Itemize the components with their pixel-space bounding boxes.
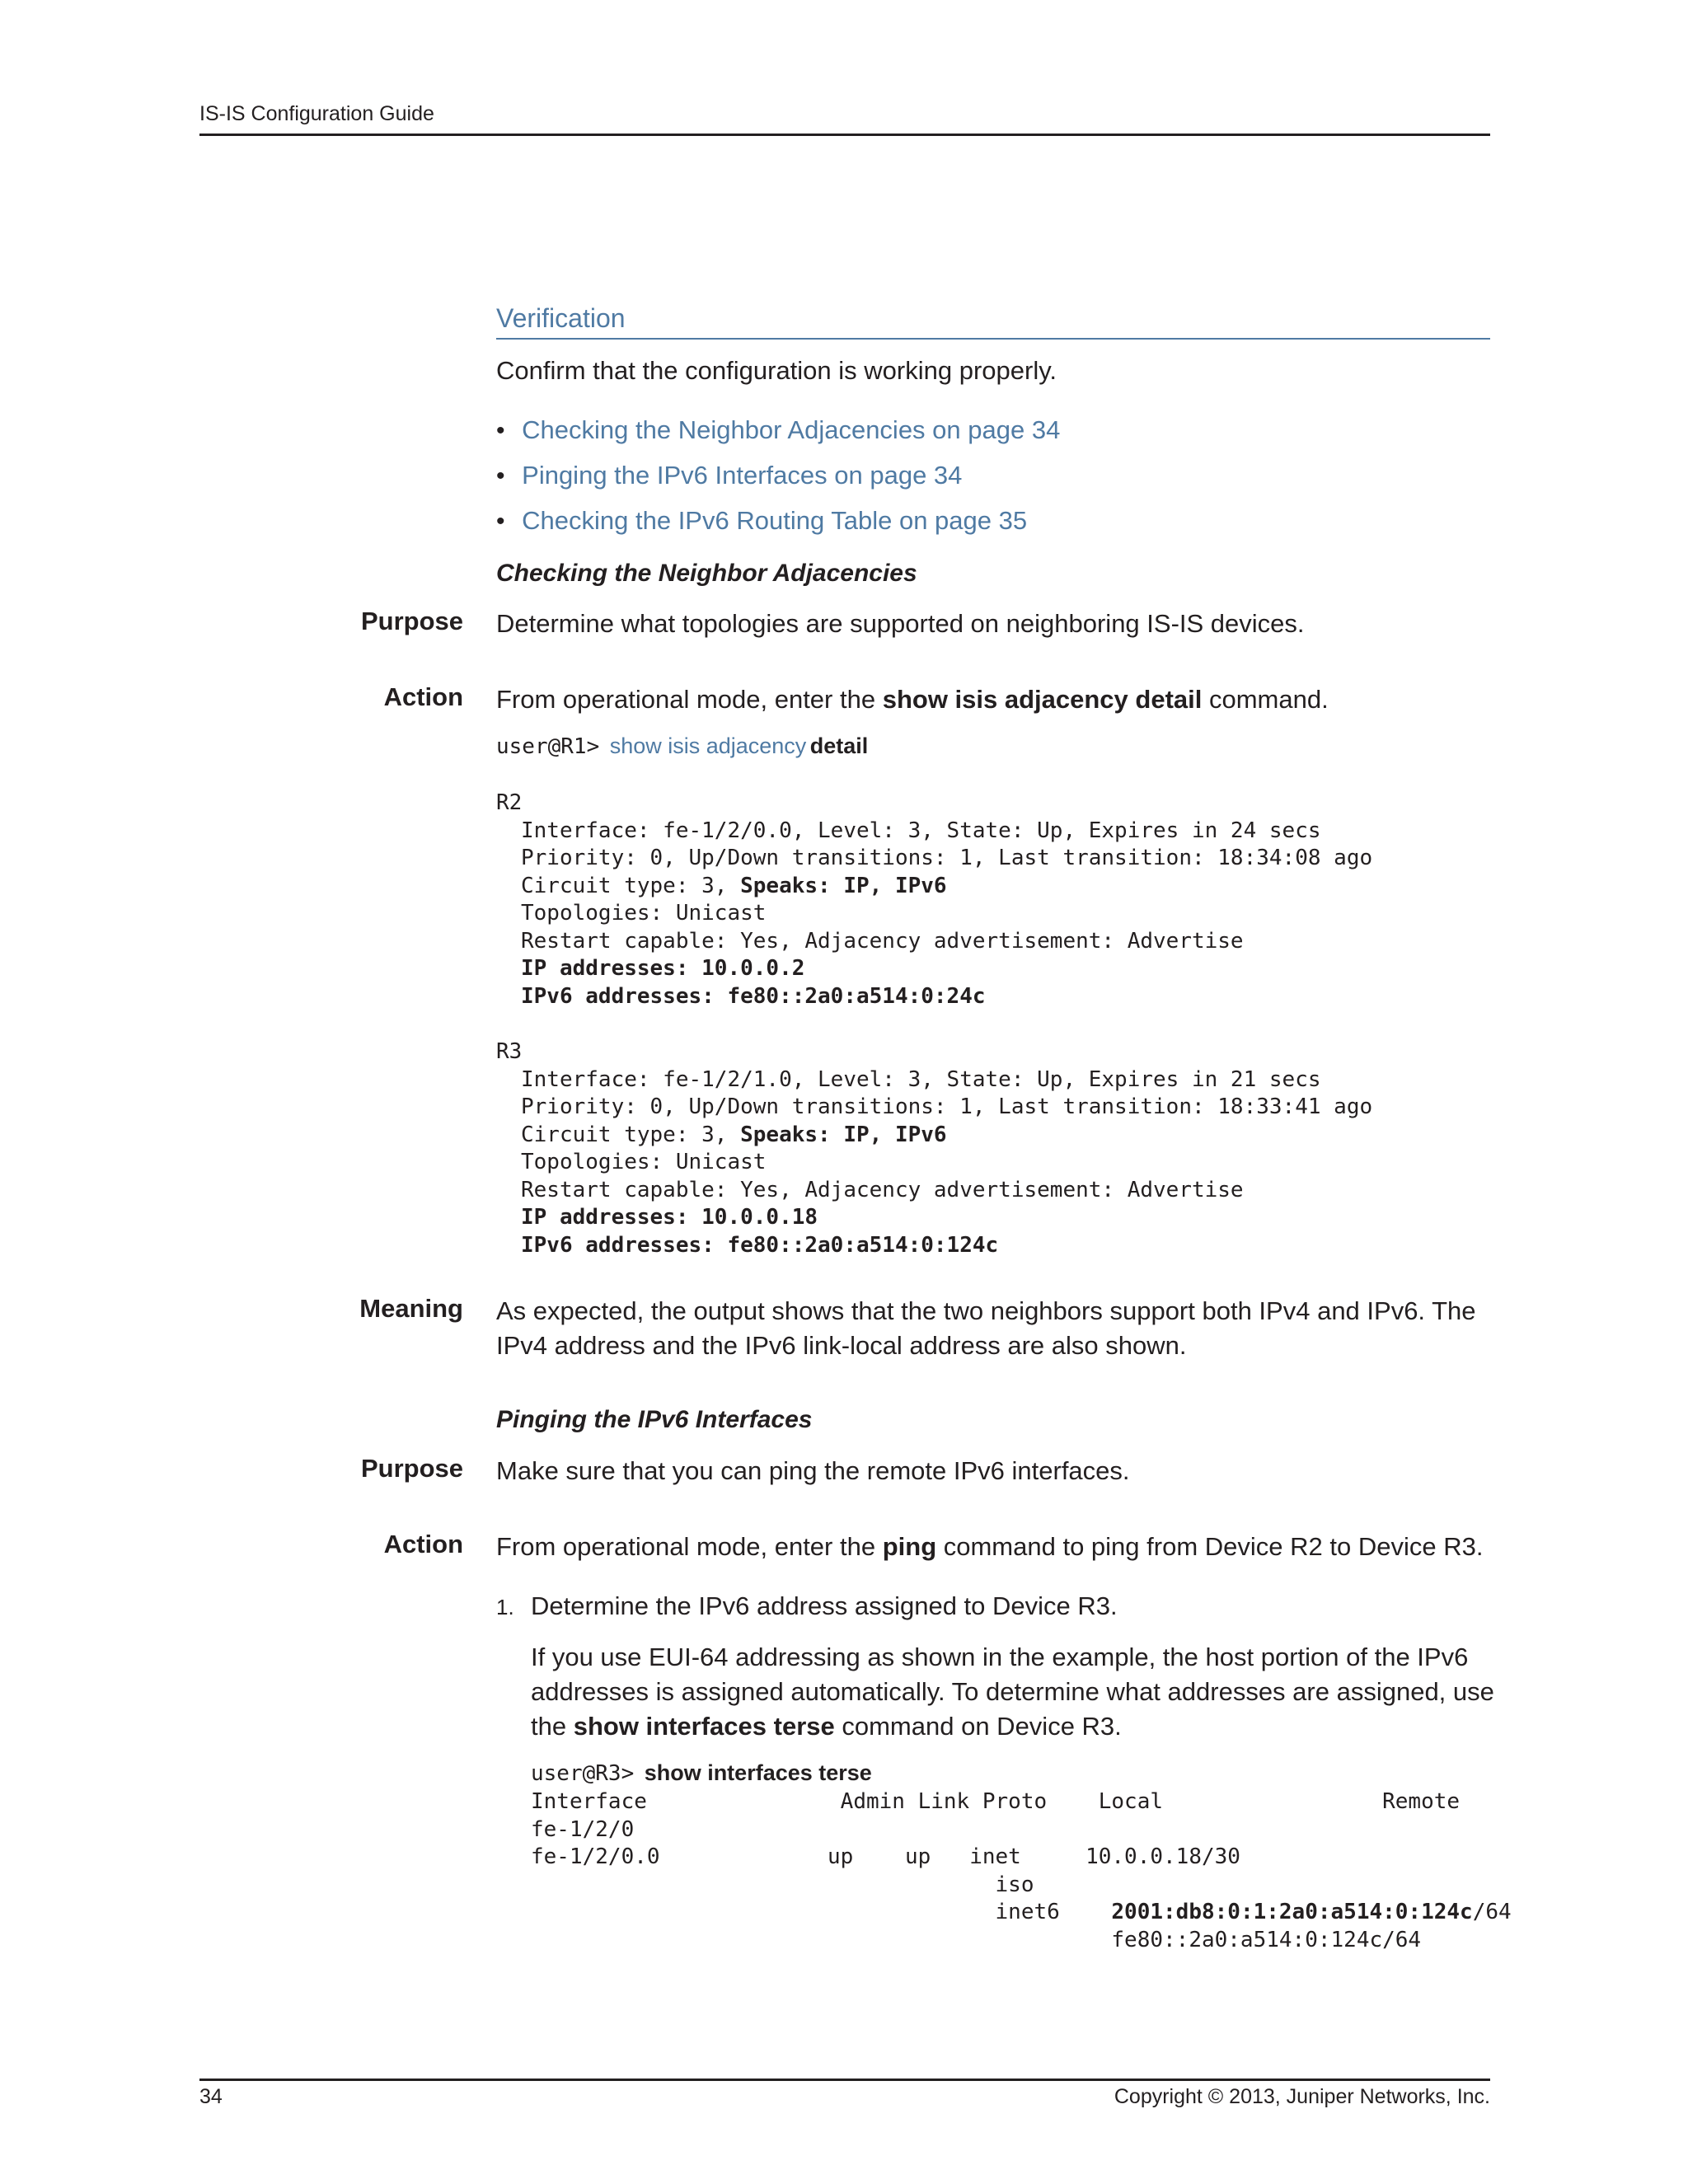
prompt-command-link[interactable]: show isis adjacency [609, 733, 807, 758]
prompt-command-option: detail [809, 733, 869, 758]
step-text: Determine the IPv6 address assigned to Device R3. [531, 1591, 1118, 1620]
cli-output-r3 [496, 1038, 1372, 1259]
interfaces-table [531, 1788, 1512, 1954]
subheading-adjacencies: Checking the Neighbor Adjacencies [496, 560, 917, 587]
command-name: ping [882, 1532, 937, 1561]
purpose-label: Purpose [360, 607, 463, 635]
section-intro: Confirm that the configuration is working properly. [496, 356, 1057, 385]
cli-prompt [496, 733, 868, 762]
output-line: Circuit type: 3, Speaks: IP, IPv6 [521, 873, 947, 898]
toc-item [496, 504, 1027, 539]
step-item [496, 1589, 1118, 1624]
output-line: Interface: fe-1/2/0.0, Level: 3, State: Up, Expires in 24 secs [521, 818, 1321, 843]
output-line: Circuit type: 3, Speaks: IP, IPv6 [521, 1122, 947, 1147]
purpose-text: Determine what topologies are supported on neighboring IS-IS devices. [496, 609, 1305, 638]
table-header: Interface Admin Link Proto Local Remote [531, 1789, 1461, 1814]
page-number: 34 [199, 2085, 223, 2108]
footer-rule [199, 2079, 1490, 2081]
output-line: Topologies: Unicast [521, 1150, 767, 1174]
prompt-text: user@R1> [496, 734, 600, 759]
output-line: Restart capable: Yes, Adjacency advertisement: Advertise [521, 928, 1244, 954]
output-line: Restart capable: Yes, Adjacency advertisement: Advertise [521, 1177, 1244, 1202]
table-row: iso [531, 1872, 1034, 1897]
step-number: 1. [496, 1595, 514, 1619]
prompt-command: show interfaces terse [644, 1760, 872, 1785]
table-row: fe80::2a0:a514:0:124c/64 [531, 1927, 1422, 1952]
toc-link-adjacencies[interactable]: Checking the Neighbor Adjacencies on page 34 [522, 415, 1061, 444]
subheading-ping: Pinging the IPv6 Interfaces [496, 1406, 813, 1433]
output-line: IPv6 addresses: fe80::2a0:a514:0:24c [521, 983, 986, 1009]
toc-item [496, 413, 1060, 448]
bullet-icon: • [496, 417, 505, 444]
section-rule [496, 338, 1490, 340]
output-line: IP addresses: 10.0.0.18 [521, 1205, 818, 1230]
toc-item [496, 458, 962, 494]
neighbor-name: R3 [496, 1039, 523, 1064]
table-row: fe-1/2/0 [531, 1816, 635, 1842]
action-label: Action [383, 682, 463, 711]
cli-output-r2 [496, 790, 1372, 1010]
output-line: IPv6 addresses: fe80::2a0:a514:0:124c [521, 1232, 999, 1258]
neighbor-name: R2 [496, 790, 523, 815]
table-row: fe-1/2/0.0 up up inet 10.0.0.18/30 [531, 1844, 1240, 1869]
header-rule [199, 134, 1490, 136]
purpose-label: Purpose [360, 1454, 463, 1483]
bullet-icon: • [496, 508, 505, 535]
meaning-text: As expected, the output shows that the two neighbors support both IPv4 and IPv6. The IPv4 address and the IPv6 link-local address are also shown. [496, 1296, 1476, 1360]
output-line: IP addresses: 10.0.0.2 [521, 956, 805, 981]
prompt-text: user@R3> [531, 1761, 635, 1786]
running-header: IS-IS Configuration Guide [199, 102, 434, 125]
output-line: Topologies: Unicast [521, 901, 767, 926]
action-text: From operational mode, enter the show isis adjacency detail command. [496, 685, 1329, 714]
table-row: inet6 2001:db8:0:1:2a0:a514:0:124c/64 [531, 1900, 1512, 1924]
command-name: show interfaces terse [573, 1712, 835, 1741]
section-title: Verification [496, 303, 626, 333]
output-line: Interface: fe-1/2/1.0, Level: 3, State: Up, Expires in 21 secs [521, 1066, 1321, 1092]
toc-link-routing-table[interactable]: Checking the IPv6 Routing Table on page 35 [522, 506, 1028, 535]
toc-link-ping[interactable]: Pinging the IPv6 Interfaces on page 34 [522, 461, 963, 490]
command-name: show isis adjacency detail [882, 685, 1203, 714]
bullet-icon: • [496, 462, 505, 490]
action-label: Action [383, 1530, 463, 1558]
output-line: Priority: 0, Up/Down transitions: 1, Last transition: 18:33:41 ago [521, 1094, 1373, 1119]
action-text: From operational mode, enter the ping command to ping from Device R2 to Device R3. [496, 1532, 1484, 1561]
meaning-label: Meaning [359, 1294, 463, 1323]
output-line: Priority: 0, Up/Down transitions: 1, Last transition: 18:34:08 ago [521, 846, 1373, 870]
cli-prompt [531, 1760, 872, 1788]
copyright: Copyright © 2013, Juniper Networks, Inc. [1114, 2085, 1490, 2108]
step-paragraph: If you use EUI-64 addressing as shown in the example, the host portion of the IPv6 addresses is assigned automatically. To determine what addresses are assigned, use the show interfaces terse command on Device R3. [531, 1643, 1494, 1741]
purpose-text: Make sure that you can ping the remote IPv6 interfaces. [496, 1456, 1130, 1485]
